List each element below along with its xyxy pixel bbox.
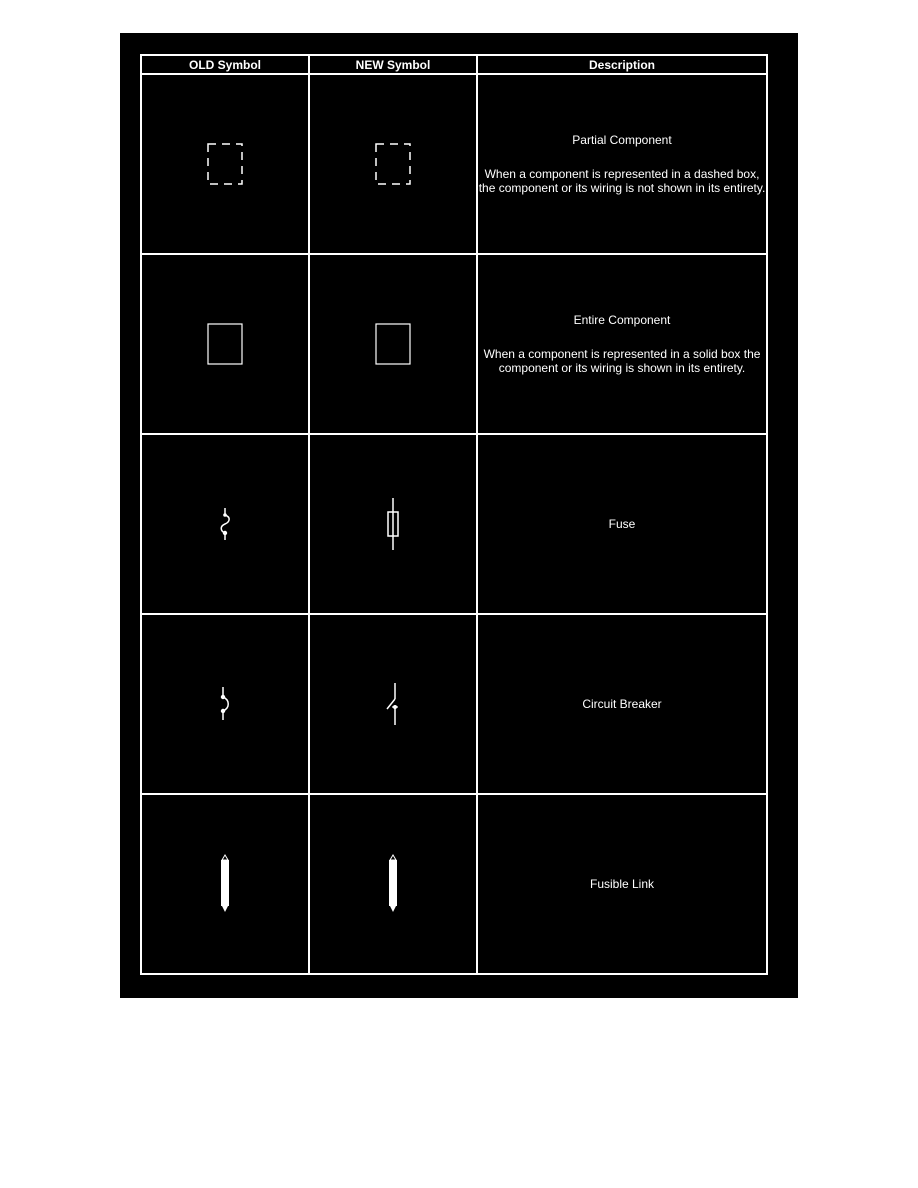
old-symbol-cell — [141, 794, 309, 974]
table-row — [141, 614, 767, 794]
circuit-breaker-old-icon — [215, 684, 235, 724]
description-cell — [477, 614, 767, 794]
description-title: Partial Component — [572, 133, 672, 147]
fusible-link-old-icon — [215, 854, 235, 914]
old-symbol-cell — [141, 254, 309, 434]
description-body: When a component is represented in a solid box the component or its wiring is shown in its entirety. — [483, 347, 761, 375]
fuse-new-icon — [383, 497, 403, 551]
description-title: Entire Component — [573, 313, 671, 327]
description-title: Fusible Link — [589, 877, 655, 891]
symbol-chart-panel — [120, 33, 798, 998]
fusible-link-new-icon — [383, 854, 403, 914]
table-row — [141, 434, 767, 614]
old-symbol-cell — [141, 74, 309, 254]
header-row — [141, 55, 767, 74]
new-symbol-cell — [309, 74, 477, 254]
description-cell — [477, 254, 767, 434]
old-symbol-cell — [141, 434, 309, 614]
description-body: When a component is represented in a dashed box, the component or its wiring is not shown in its entirety. — [478, 167, 766, 195]
new-symbol-cell — [309, 254, 477, 434]
table-row — [141, 74, 767, 254]
fuse-old-icon — [215, 504, 235, 544]
table-row — [141, 254, 767, 434]
description-title: Fuse — [608, 517, 636, 531]
new-symbol-cell — [309, 614, 477, 794]
description-cell — [477, 434, 767, 614]
symbol-table — [140, 54, 768, 975]
solid-box-icon — [205, 321, 245, 367]
description-cell — [477, 794, 767, 974]
old-symbol-header: OLD Symbol — [141, 55, 309, 74]
description-header: Description — [477, 55, 767, 74]
circuit-breaker-new-icon — [381, 681, 405, 727]
description-title: Circuit Breaker — [582, 697, 662, 711]
solid-box-icon — [373, 321, 413, 367]
old-symbol-cell — [141, 614, 309, 794]
description-cell — [477, 74, 767, 254]
new-symbol-cell — [309, 794, 477, 974]
table-row — [141, 794, 767, 974]
dashed-box-icon — [373, 141, 413, 187]
new-symbol-cell — [309, 434, 477, 614]
new-symbol-header: NEW Symbol — [309, 55, 477, 74]
dashed-box-icon — [205, 141, 245, 187]
